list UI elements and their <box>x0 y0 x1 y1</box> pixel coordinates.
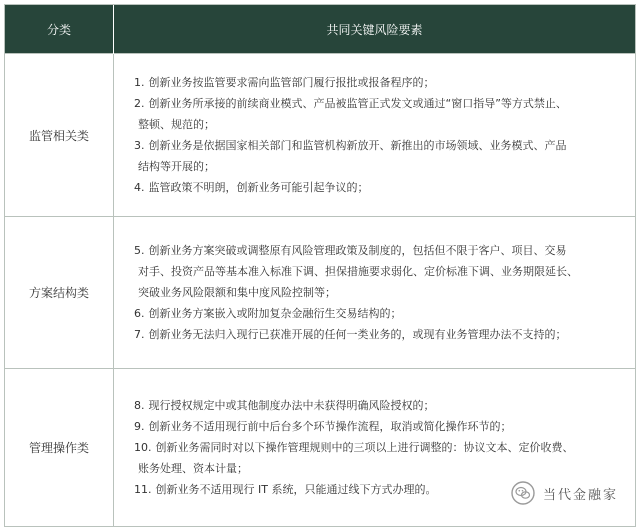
wechat-icon <box>511 481 535 505</box>
list-item-continuation: 对手、投资产品等基本准入标准下调、担保措施要求弱化、定价标准下调、业务期限延长、 <box>138 265 578 278</box>
list-item: 9. 创新业务不适用现行前中后台多个环节操作流程，取消或简化操作环节的； <box>134 420 512 434</box>
table-row <box>5 217 635 369</box>
table <box>5 5 635 527</box>
list-item: 11. 创新业务不适用现行 IT 系统，只能通过线下方式办理的。 <box>134 483 437 497</box>
category-cell: 管理操作类 <box>5 369 114 527</box>
list-item-continuation: 结构等开展的； <box>138 160 215 173</box>
category-cell: 方案结构类 <box>5 217 114 369</box>
risk-elements-table <box>4 4 636 527</box>
watermark-text: 当代金融家 <box>542 487 618 503</box>
list-item-continuation: 突破业务风险限额和集中度风险控制等； <box>138 286 336 299</box>
list-item: 1. 创新业务按监管要求需向监管部门履行报批或报备程序的； <box>134 76 435 89</box>
list-item: 8. 现行授权规定中或其他制度办法中未获得明确风险授权的； <box>134 399 435 413</box>
table-row <box>5 54 635 217</box>
watermark <box>511 481 618 505</box>
list-item: 5. 创新业务方案突破或调整原有风险管理政策及制度的，包括但不限于客户、项目、交易 <box>134 244 567 257</box>
list-item: 2. 创新业务所承接的前续商业模式、产品被监管正式发文或通过“窗口指导”等方式禁止、 <box>134 97 567 110</box>
header-category: 分类 <box>5 5 114 54</box>
category-cell: 监管相关类 <box>5 54 114 217</box>
header-elements: 共同关键风险要素 <box>114 5 636 54</box>
items-cell <box>114 217 636 369</box>
list-item-continuation: 账务处理、资本计量； <box>138 462 248 476</box>
list-item: 6. 创新业务方案嵌入或附加复杂金融衍生交易结构的； <box>134 307 402 320</box>
list-item: 10. 创新业务需同时对以下操作管理规则中的三项以上进行调整的：协议文本、定价收费、 <box>134 441 574 455</box>
list-item: 4. 监管政策不明朗，创新业务可能引起争议的； <box>134 181 369 194</box>
list-item: 3. 创新业务是依据国家相关部门和监管机构新放开、新推出的市场领域、业务模式、产品 <box>134 139 567 152</box>
items-cell <box>114 54 636 217</box>
list-item-continuation: 整顿、规范的； <box>138 118 215 131</box>
list-item: 7. 创新业务无法归入现行已获准开展的任何一类业务的，或现有业务管理办法不支持的； <box>134 328 567 341</box>
header-row <box>5 5 635 54</box>
